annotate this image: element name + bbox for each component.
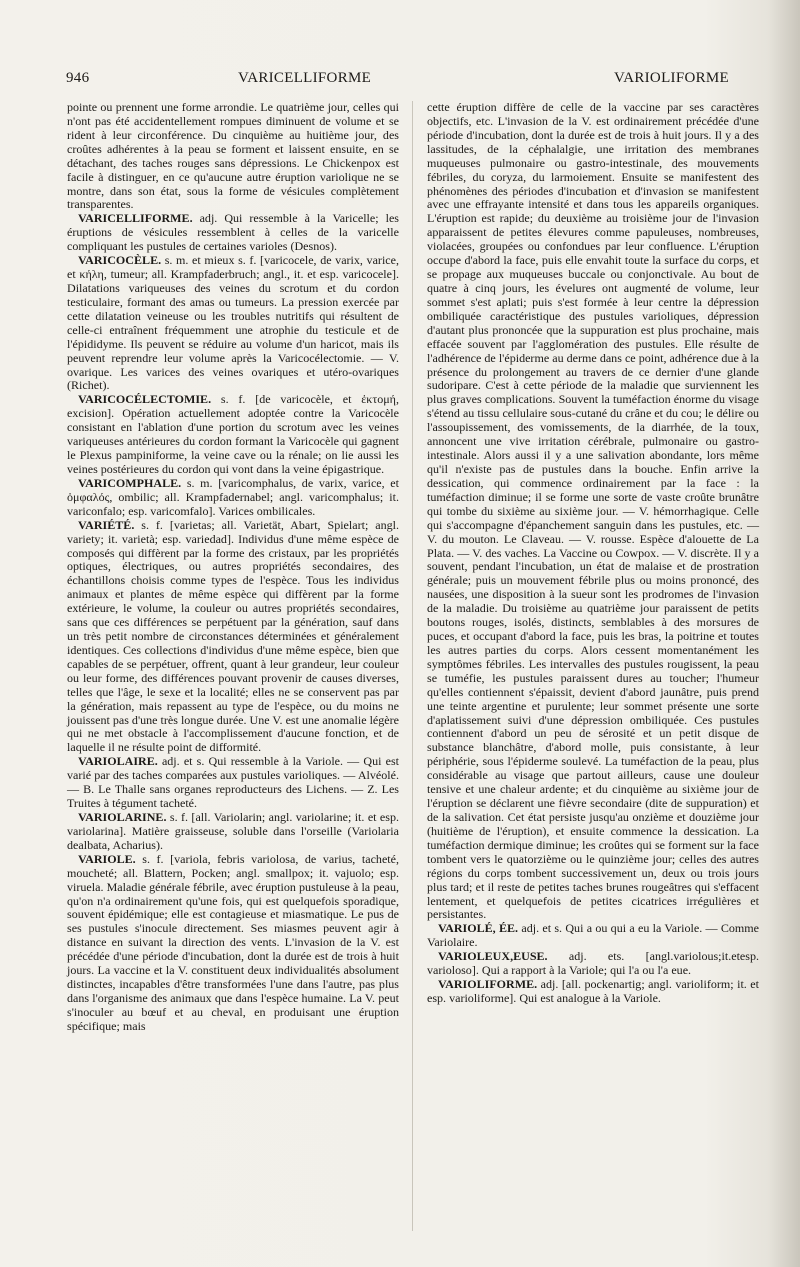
entry-text: s. f. [varietas; all. Varietät, Abart, Spielart; angl. variety; it. varietà; esp. variedad]. Individus d'une même espèce de composés qui diffèrent par la forme des cristaux, par les propriétés optiques, électriques, ou autres propriétés secondaires, des échantillons choisis comme types de l'espèce. Tous les individus animaux et plantes de même espèce qui diffèrent par la forme extérieure, le volume, la couleur ou autres propriétés secondaires, sans que ces différences se perpétuent par la génération, sauf dans un très petit nombre de circonstances déterminées et généralement identiques. Ces collections d'individus d'une même espèce, bien que capables de se perpétuer, offrent, quant à leur grandeur, leur couleur ou leur forme, des différences pouvant provenir de causes diverses, telles que l'âge, le sexe et la localité; elles ne se conservent pas par la génération, mais repassent au type de l'espèce, ou du moins ne jouissent pas d'une très longue durée. Une V. est une anomalie légère qui ne met obstacle à l'accomplissement d'aucune fonction, et de laquelle il ne résulte point de difformité.: [67, 517, 399, 755]
entry-varicomphale: [67, 477, 399, 519]
left-running-head: VARICELLIFORME: [238, 70, 372, 86]
entry-variolaire: [67, 755, 399, 811]
column-divider: [412, 101, 413, 1231]
page-number: 946: [66, 70, 90, 86]
headword: VARIOLÉ, ÉE.: [438, 921, 519, 936]
page-header: [66, 70, 766, 92]
entry-varicocele: [67, 254, 399, 393]
entry-varicocelectomie: [67, 393, 399, 477]
headword: VARIÉTÉ.: [78, 517, 135, 532]
headword: VARIOLIFORME.: [438, 977, 538, 992]
entry-variole: [67, 853, 399, 1034]
entry-varioleux: [427, 950, 759, 978]
entry-text: adj. et s. Qui a ou qui a eu la Variole. — Comme Variolaire.: [427, 921, 759, 950]
entry-text: s. f. [de varicocèle, et ἐκτομή, excision]. Opération actuellement adoptée contre la Varicocèle consistant en l'ablation d'une portion du scrotum avec les veines variqueuses antérieures du cordon formant la Varicocèle qui gagnent le Plexus pampiniforme, la veine cave ou la rénale; on lie aussi les veines postérieures du cordon qui vont dans la veine épigastrique.: [67, 392, 399, 476]
headword: VARIOLARINE.: [78, 810, 167, 825]
headword: VARICELLIFORME.: [78, 211, 193, 226]
left-column: [67, 101, 399, 1034]
paragraph: pointe ou prennent une forme arrondie. Le quatrième jour, celles qui n'ont pas été accidentellement rompues diminuent de volume et se rident à leur circonférence. Du cinquième au huitième jour, des croûtes adhérentes à la peau se forment et laissent ensuite, en se détachant, des taches rouges sans dépressions. Le Chickenpox est facile à distinguer, en ce qu'aucune autre éruption variolique ne se montre, dans son état, sous la forme de vésicules complètement transparentes.: [67, 100, 399, 212]
headword: VARIOLAIRE.: [78, 754, 158, 769]
right-column: [427, 101, 759, 1006]
entry-text: adj. ets. [angl.variolous;it.etesp. varioloso]. Qui a rapport à la Variole; qui l'a ou l'a eue.: [427, 949, 759, 978]
headword: VARIOLE.: [78, 851, 136, 866]
right-running-head: VARIOLIFORME: [614, 70, 730, 86]
entry-text: s. f. [variola, febris variolosa, de varius, tacheté, moucheté; all. Blattern, Pocken; angl. smallpox; it. vajuolo; esp. viruela. Maladie générale fébrile, avec éruption pustuleuse à la peau, qu'on n'a ordinairement qu'une fois, qui est quelquefois sporadique, souvent épidémique; elle est contagieuse et miasmatique. Le pus de ses pustules s'inocule directement. Ses miasmes peuvent agir à distance en suivant la direction des vents. L'invasion de la V. est précédée d'une période d'incubation, dont la durée est de trois à huit jours. La vaccine et la V. constituent deux individualités absolument distinctes, incapables d'être transformées l'une dans l'autre, pas plus dans l'organisme des animaux que dans l'espèce humaine. La V. peut s'inoculer au bœuf et au cheval, en produisant une éruption spécifique; mais: [67, 851, 399, 1033]
entry-text: s. m. [varicomphalus, de varix, varice, et ὀμφαλός, ombilic; all. Krampfadernabel; angl. varicomphalus; it. variconfalo; esp. varicomfalo]. Varices ombilicales.: [67, 475, 399, 518]
entry-variete: [67, 519, 399, 756]
entry-text: adj. et s. Qui ressemble à la Variole. — Qui est varié par des taches comparées aux pustules varioliques. — Alvéolé. — B. Le Thalle sans organes reproducteurs des Lichens. — Z. Les Truites à tégument tacheté.: [67, 754, 399, 811]
headword: VARICOMPHALE.: [78, 475, 182, 490]
entry-text: s. m. et mieux s. f. [varicocele, de varix, varice, et κήλη, tumeur; all. Krampfaderbruch; angl., it. et esp. varicocele]. Dilatations variqueuses des veines du scrotum et du cordon testiculaire, formant des amas ou tumeurs. La pression exercée par cette dilatation veineuse ou les troubles nutritifs qui résultent de celle-ci entraînent fréquemment une atrophie du testicule et de l'épididyme. Ils peuvent se réduire au volume d'un haricot, mais ils peuvent reprendre leur volume après la Varicocélectomie. — V. ovarique. Les varices des veines ovariques et utéro-ovariques (Richet).: [67, 253, 399, 393]
entry-text: s. f. [all. Variolarin; angl. variolarine; it. et esp. variolarina]. Matière graisseuse, soluble dans l'orseille (Variolaria dealbata, Acharius).: [67, 810, 399, 852]
headword: VARIOLEUX,EUSE.: [438, 949, 548, 964]
entry-text: adj. Qui ressemble à la Varicelle; les éruptions de vésicules ressemblent à celles de la varicelle compliquant les pustules de certaines varioles (Desnos).: [67, 211, 399, 254]
headword: VARICOCÉLECTOMIE.: [78, 392, 212, 407]
entry-varicelliforme: [67, 212, 399, 254]
entry-varioliforme: [427, 978, 759, 1006]
entry-variole-ee: [427, 922, 759, 950]
entry-text: adj. [all. pockenartig; angl. varioliform; it. et esp. varioliforme]. Qui est analogue à la Variole.: [427, 977, 759, 1005]
headword: VARICOCÈLE.: [78, 253, 162, 268]
entry-variolarine: [67, 811, 399, 853]
paragraph: cette éruption diffère de celle de la vaccine par ses caractères objectifs, etc. L'invasion de la V. est ordinairement précédée d'une période d'incubation, dont la durée est de trois à huit jours. Il y a des lassitudes, de la céphalalgie, une irritation des membranes muqueuses pulmonaire ou gastro-intestinale, des mouvements fébriles, du coryza, du larmoiement. Ensuite se manifestent des phénomènes des périodes d'incubation et d'invasion se manifestent avec une effrayante intensité et dans tous les appareils organiques. L'éruption est rapide; du deuxième au troisième jour de l'invasion apparaissent de petites élevures comme papuleuses, nombreuses, violacées, groupées ou confondues par leur confluence. L'éruption occupe d'abord la face, puis elle envahit toute la surface du corps, et se propage aux muqueuses buccale ou conjonctivale. Au bout de quatre à cinq jours, les évelures ont augmenté de volume, leur sommet s'est aplati; puis s'est formée à leur centre la dépression ombiliquée caractéristique des pustules varioliques, dépression d'autant plus prononcée que la suppuration est plus prochaine, mais effacée souvent par l'agglomération des pustules. Elle résulte de l'adhérence de l'épiderme au derme dans ce point, adhérence due à la présence du prolongement au travers de ce dernier d'une glande sudoripare. C'est à cette période de la maladie que surviennent les plus graves complications. Souvent la tuméfaction énorme du visage s'étend au tissu cellulaire sous-cutané du crâne et du cou; le délire ou l'assoupissement, des vomissements, de la diarrhée, de la toux, annoncent une vive irritation cérébrale, pulmonaire ou gastro-intestinale. Alors aussi il y a une salivation abondante, lors même qu'il n'existe pas de pustules dans la bouche. Enfin arrive la dessication, qui commence ordinairement par la face : la tuméfaction diminue; il se forme une sorte de vaste croûte brunâtre qui tombe du sixième au sixième jour. — V. hémorrhagique. Celle qui s'accompagne d'épanchement sanguin dans les pustules, etc. — V. du mouton. Le Claveau. — V. rousse. Espèce d'alouette de La Plata. — V. des vaches. La Vaccine ou Cowpox. — V. discrète. Il y a souvent, pendant l'incubation, un état de malaise et de prostration générale; puis un mouvement fébrile plus ou moins prononcé, des nausées, une disposition à la sueur sont les prodromes de l'invasion de la maladie. Du troisième au quatrième jour paraissent de petits boutons rouges, isolés, distincts, semblables à des morsures de puces, et occupant d'abord la face, puis les bras, la poitrine et toutes les autres parties du corps. Alors cessent momentanément les symptômes fébriles. Les intervalles des pustules rougissent, la peau se tuméfie, les pustules paraissent dures au toucher; l'humeur qu'elles contiennent s'épaissit, devient d'abord jaunâtre, puis prend une teinte argentine et purulente; leur sommet présente une sorte d'aplatissement suivi d'une dépression ombiliquée. Ces pustules contiennent d'abord un peu de sérosité et un petit disque de substance blanchâtre, d'abord molle, puis consistante, à leur périphérie, sous l'épiderme soulevé. La tuméfaction de la peau, plus considérable au visage que partout ailleurs, cause une douleur tensive et une chaleur ardente; et du cinquième au sixième jour de l'éruption se déclarent une fièvre secondaire (dite de suppuration) et de la salivation. Cet état persiste jusqu'au onzième et douzième jour (huitième de l'éruption), et ensuite commence la dessication. La tuméfaction dermique diminue; les croûtes qui se forment sur la face tombent vers le quatorzième ou le quinzième jour; celles des autres régions du corps tombent successivement un, deux ou trois jours plus tard; et il reste de petites taches brunes rougeâtres qui s'effacent lentement, et quelquefois de petites cicatrices irrégulières et persistantes.: [427, 100, 760, 922]
